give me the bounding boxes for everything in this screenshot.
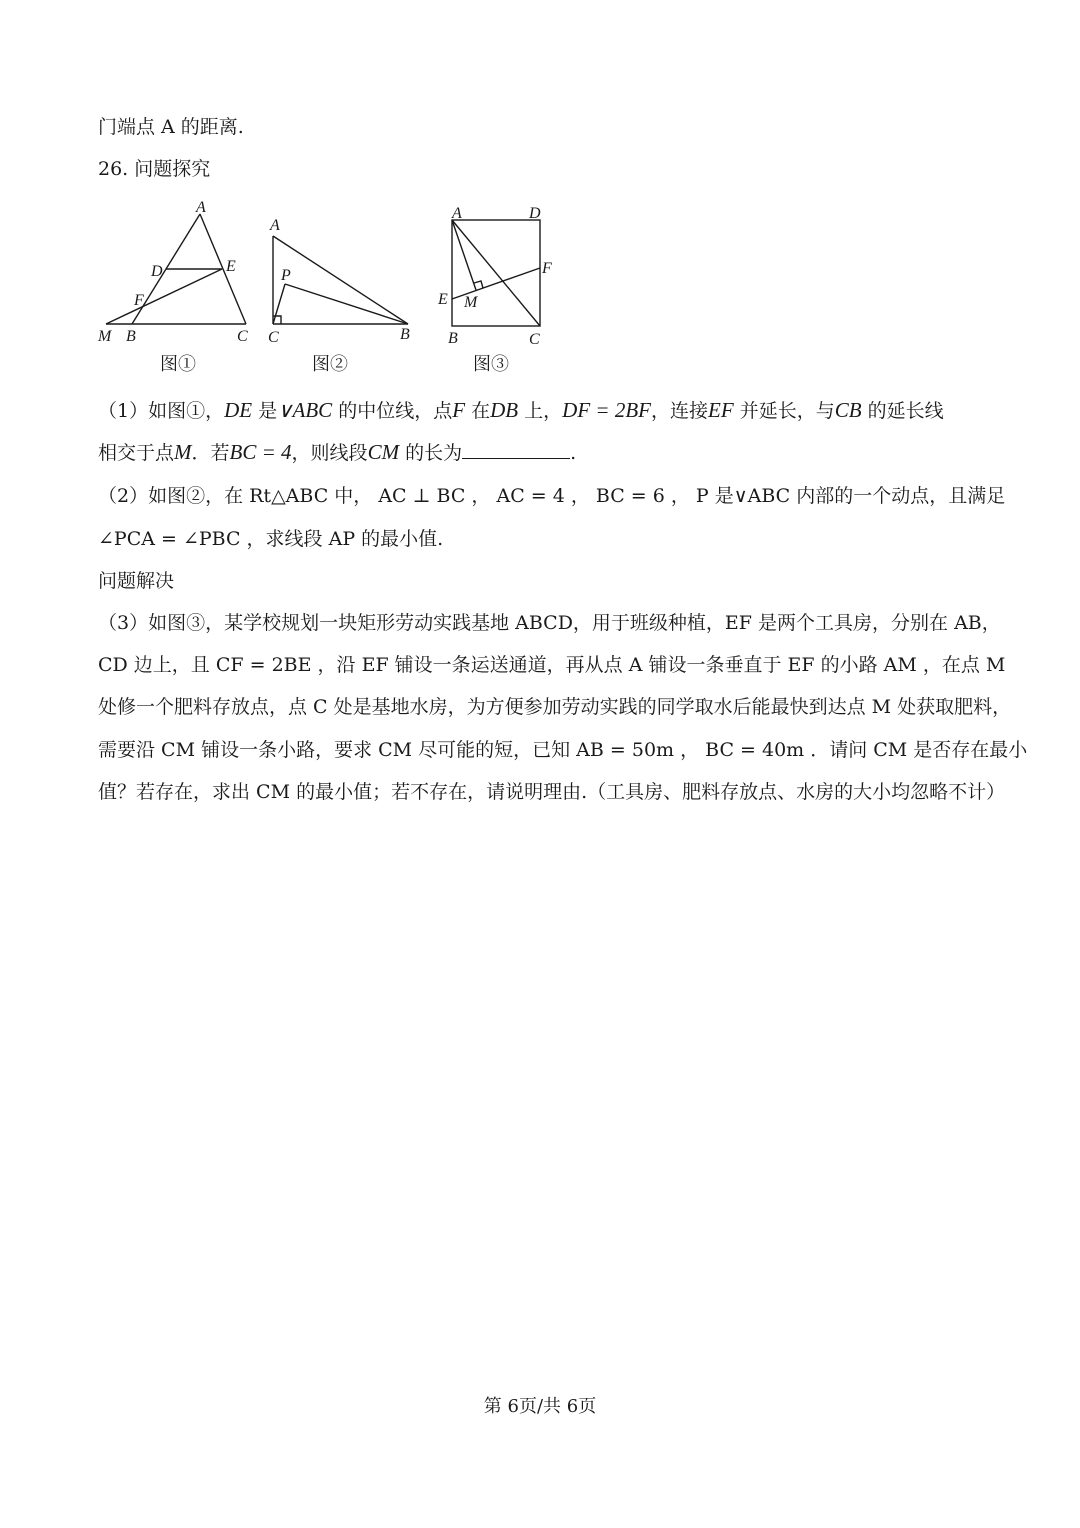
part1-text: 相交于点	[98, 442, 175, 464]
part1-text: 并延长，与	[733, 400, 835, 422]
part2-line1: （2）如图②，在 Rt△ABC 中， AC ⊥ BC ， AC = 4 ， BC = 6 ， P 是∨ABC 内部的一个动点，且满足	[98, 485, 1006, 507]
fig1-label-B: B	[126, 328, 136, 345]
part1-math: DE	[224, 398, 253, 422]
part1-text: 上，	[518, 400, 563, 422]
part1-math: F	[452, 398, 466, 422]
part1-math: CB	[834, 398, 862, 422]
fig1-label-M: M	[98, 328, 112, 345]
fig2-label-C: C	[268, 329, 279, 346]
part1-math: CM	[367, 440, 400, 464]
previous-question-tail: 门端点 A 的距离.	[98, 116, 244, 138]
fig2-segment-PC	[273, 284, 285, 324]
part3-line5: 值？若存在，求出 CM 的最小值；若不存在，请说明理由.（工具房、肥料存放点、水房的大小均忽略不计）	[98, 781, 1006, 803]
fig2-label-P: P	[281, 267, 291, 284]
part1-math: M	[174, 440, 192, 464]
part1-text: .	[570, 442, 577, 464]
fig3-segment-AM	[452, 220, 476, 290]
part1-text: 在	[465, 400, 491, 422]
part1-math: DB	[490, 398, 519, 422]
fig2-label-A: A	[270, 217, 280, 234]
fig1-label-F: F	[134, 292, 144, 309]
part1-text: ，连接	[650, 400, 708, 422]
part1-line1	[98, 396, 944, 423]
fig3-label-D: D	[529, 205, 541, 222]
figure-1-caption: 图①	[160, 354, 196, 375]
part1-math: ∨ABC	[277, 398, 333, 422]
part1-text: 的中位线，点	[332, 400, 453, 422]
part1-text: 的延长线	[861, 400, 944, 422]
part2-line2: ∠PCA = ∠PBC ，求线段 AP 的最小值.	[98, 528, 444, 550]
part1-text: （1）如图①，	[98, 400, 225, 422]
fig3-label-F: F	[542, 260, 552, 277]
fig2-side-AB	[273, 236, 408, 324]
fig2-segment-PB	[285, 284, 408, 324]
fig3-label-C: C	[529, 331, 540, 346]
fig2-label-B: B	[400, 326, 410, 343]
fig1-label-A: A	[196, 199, 206, 216]
fig3-label-E: E	[438, 291, 448, 308]
question-header: 26. 问题探究	[98, 158, 211, 180]
part1-math: DF = 2BF	[562, 398, 651, 422]
fig3-label-B: B	[448, 330, 458, 346]
section-header: 问题解决	[98, 570, 175, 592]
answer-blank[interactable]	[462, 444, 570, 459]
fig3-label-M: M	[464, 294, 478, 311]
part3-line3: 处修一个肥料存放点，点 C 处是基地水房，为方便参加劳动实践的同学取水后能最快到达点 M 处获取肥料，	[98, 696, 1012, 718]
figure-3	[434, 196, 564, 346]
part3-line4: 需要沿 CM 铺设一条小路，要求 CM 尽可能的短，已知 AB = 50m ， BC = 40m ．请问 CM 是否存在最小	[98, 739, 1028, 761]
part1-text: 的长为	[399, 442, 463, 464]
part1-line2	[98, 438, 576, 465]
fig1-label-D: D	[151, 263, 163, 280]
part1-math: BC = 4	[229, 440, 292, 464]
fig1-segment-ME	[106, 269, 222, 324]
fig1-label-C: C	[237, 328, 248, 345]
figure-2-caption: 图②	[312, 354, 348, 375]
part1-text: ，则线段	[291, 442, 368, 464]
part3-line1: （3）如图③，某学校规划一块矩形劳动实践基地 ABCD，用于班级种植，EF 是两个工具房，分别在 AB，	[98, 612, 1001, 634]
part1-math: EF	[708, 398, 734, 422]
figure-1	[96, 196, 256, 346]
fig1-label-E: E	[226, 258, 236, 275]
figure-2	[264, 196, 420, 346]
part1-text: 是	[252, 400, 278, 422]
figure-3-caption: 图③	[473, 354, 509, 375]
part3-line2: CD 边上，且 CF = 2BE ，沿 EF 铺设一条运送通道，再从点 A 铺设一条垂直于 EF 的小路 AM ，在点 M	[98, 654, 1006, 676]
fig3-label-A: A	[452, 205, 462, 222]
part1-text: ．若	[191, 442, 230, 464]
page-footer: 第 6页/共 6页	[483, 1396, 597, 1417]
